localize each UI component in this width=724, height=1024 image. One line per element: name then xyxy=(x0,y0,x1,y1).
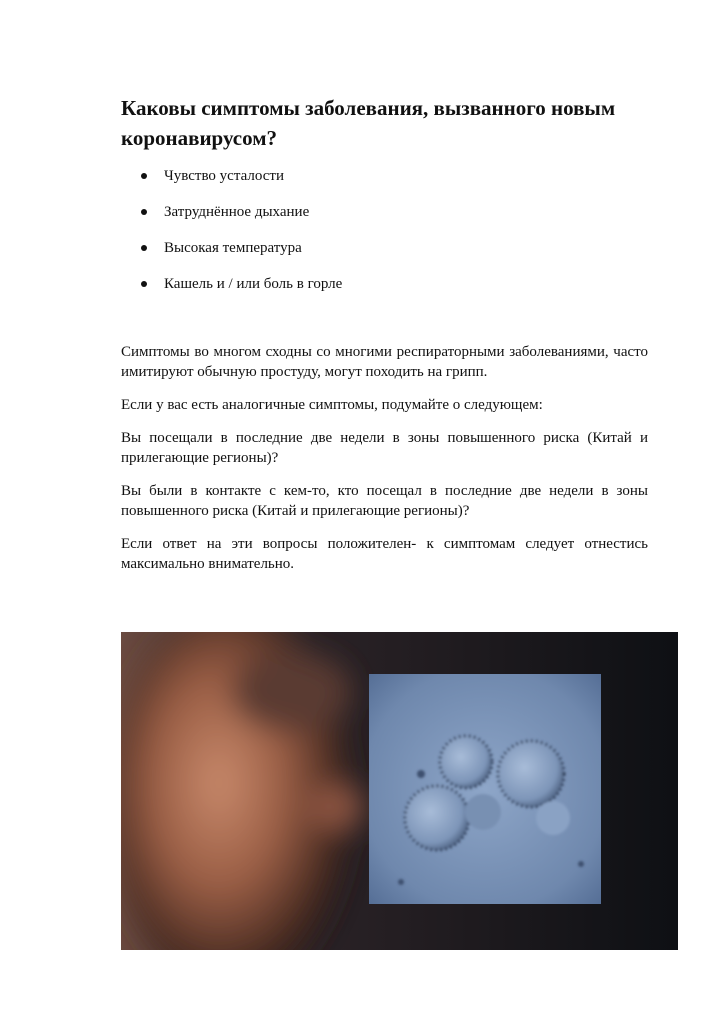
symptom-label: Чувство усталости xyxy=(164,168,284,184)
symptom-label: Затруднённое дыхание xyxy=(164,204,310,220)
body-text xyxy=(121,342,648,587)
symptom-label: Кашель и / или боль в горле xyxy=(164,276,343,292)
list-item xyxy=(140,198,620,234)
symptom-label: Высокая температура xyxy=(164,240,302,256)
paragraph: Если у вас есть аналогичные симптомы, подумайте о следующем: xyxy=(121,397,543,413)
bullet-icon xyxy=(141,209,147,215)
photo-illustration xyxy=(121,632,678,950)
list-item xyxy=(140,162,620,198)
paragraph: Вы посещали в последние две недели в зоны повышенного риска (Китай и прилегающие регионы)? xyxy=(121,430,648,466)
list-item xyxy=(140,234,620,270)
bullet-icon xyxy=(141,173,147,179)
bullet-icon xyxy=(141,281,147,287)
bullet-icon xyxy=(141,245,147,251)
page-title: Каковы симптомы заболевания, вызванного новым коронавирусом? xyxy=(121,96,616,150)
blurred-face xyxy=(121,632,364,950)
paragraph: Если ответ на эти вопросы положителен- к симптомам следует отнестись максимально внимательно. xyxy=(121,536,648,572)
coronavirus-photo xyxy=(121,632,678,950)
symptom-list xyxy=(140,162,620,306)
paragraph: Вы были в контакте с кем-то, кто посещал в последние две недели в зоны повышенного риска (Китай и прилегающие регионы)? xyxy=(121,483,648,519)
paragraph: Симптомы во многом сходны со многими респираторными заболеваниями, часто имитируют обычную простуду, могут походить на грипп. xyxy=(121,344,648,380)
list-item xyxy=(140,270,620,306)
